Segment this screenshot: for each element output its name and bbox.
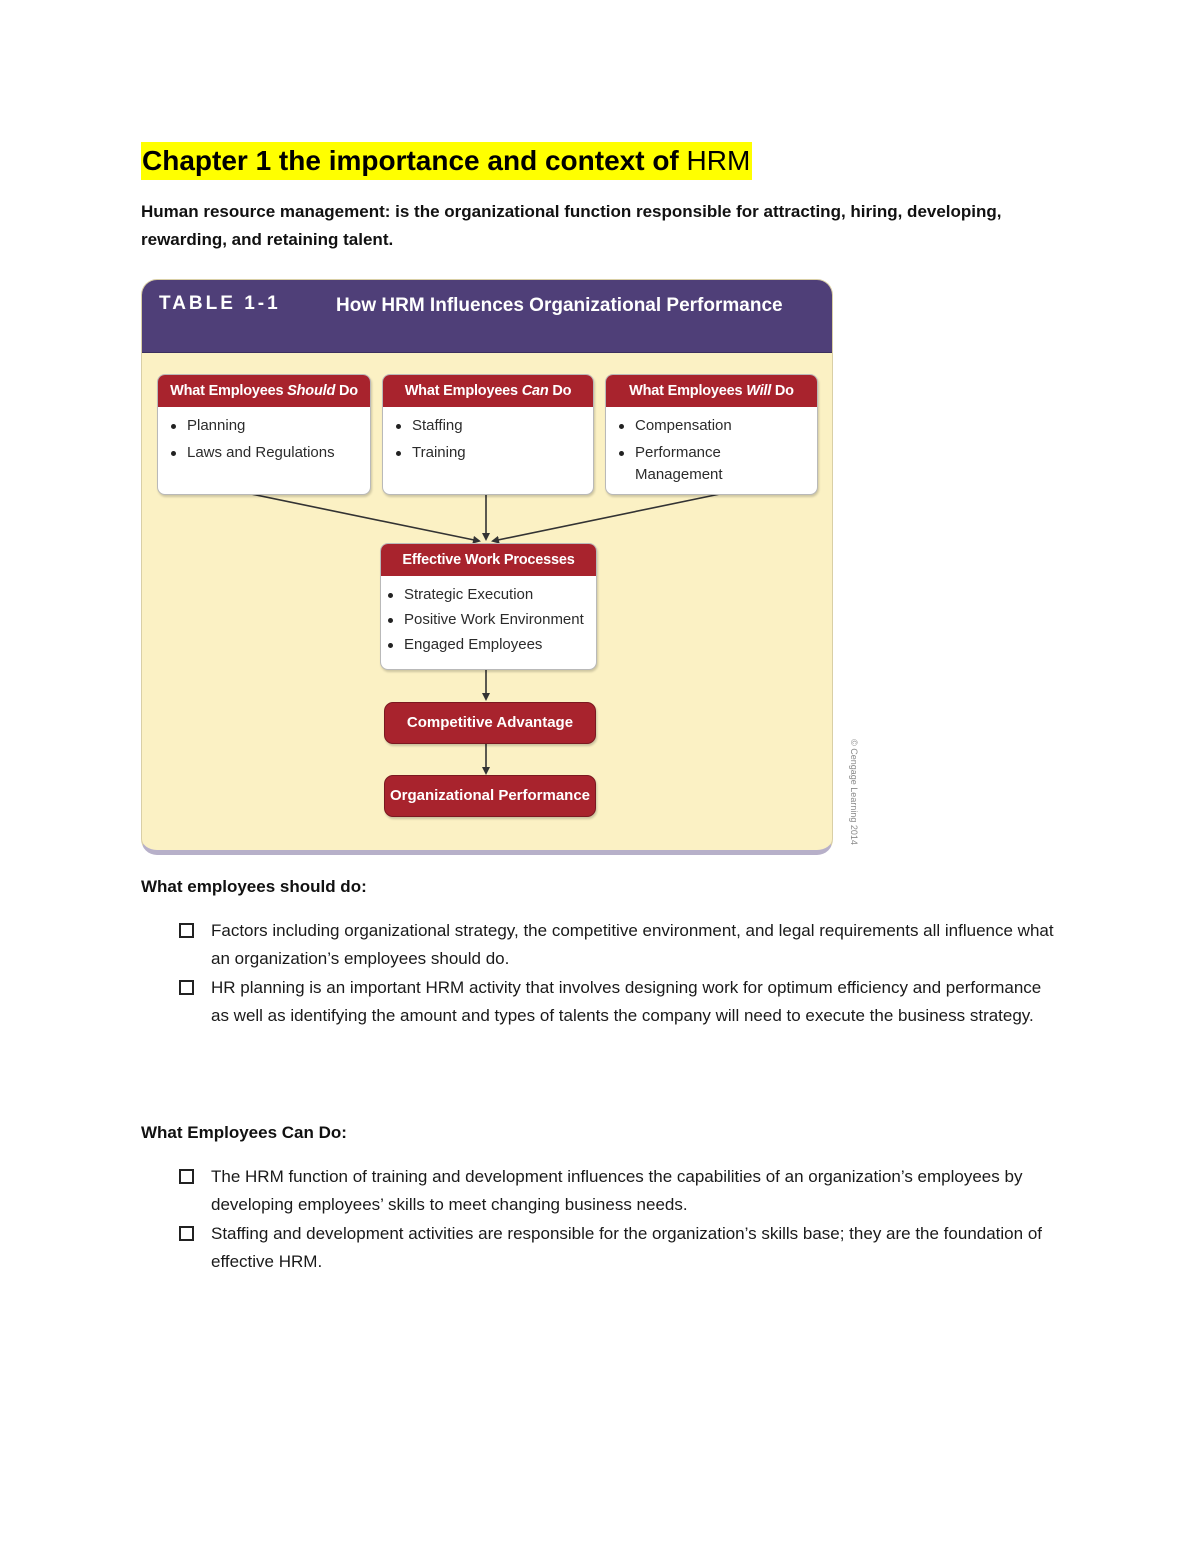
checkbox-bullet-icon: [179, 1169, 194, 1184]
organizational-performance-box: Organizational Performance: [384, 775, 596, 817]
box-should-do-head: What Employees Should Do: [158, 375, 370, 407]
copyright-note: [846, 735, 860, 855]
box-can-do: [382, 374, 594, 495]
hrm-definition: Human resource management: is the organizational function responsible for attracting, hiring, developing, rewarding, and retaining talent.: [141, 202, 1002, 249]
checkbox-bullet-icon: [179, 1226, 194, 1241]
list-item: The HRM function of training and development influences the capabilities of an organization’s employees by developing employees’ skills to meet changing business needs.: [176, 1163, 1056, 1220]
copyright-text: © Cengage Learning 2014: [849, 739, 859, 845]
checkbox-bullet-icon: [179, 923, 194, 938]
checkbox-bullet-icon: [179, 980, 194, 995]
list-item: Laws and Regulations: [168, 442, 366, 464]
list-item: Strategic Execution: [385, 584, 592, 605]
chapter-title-rest: HRM: [686, 145, 751, 176]
list-item: Engaged Employees: [385, 634, 592, 655]
list-item: Compensation: [616, 415, 813, 437]
figure-label: TABLE 1-1: [159, 293, 281, 314]
section-should-list: [176, 917, 1056, 1030]
arrow-will-to-process: [493, 494, 720, 541]
arrow-should-to-process: [251, 494, 479, 541]
list-item: Performance Management: [616, 442, 745, 486]
list-item: Training: [393, 442, 589, 464]
figure-title: How HRM Influences Organizational Performance: [336, 295, 783, 316]
competitive-advantage-box: Competitive Advantage: [384, 702, 596, 744]
box-work-processes-list: [381, 576, 596, 663]
list-item: Factors including organizational strategy, the competitive environment, and legal requirements all influence what an organization’s employees should do.: [176, 917, 1056, 974]
box-should-do-list: [158, 407, 370, 473]
box-will-do-list: [606, 407, 817, 495]
section-can-list: [176, 1163, 1056, 1276]
table-figure: [141, 279, 833, 853]
chapter-title: [141, 142, 752, 180]
box-will-do-head: What Employees Will Do: [606, 375, 817, 407]
list-item: Staffing: [393, 415, 589, 437]
section-heading-should: What employees should do:: [141, 877, 367, 896]
list-item: Positive Work Environment: [385, 609, 592, 630]
box-can-do-list: [383, 407, 593, 473]
box-will-do: [605, 374, 818, 495]
box-work-processes: [380, 543, 597, 670]
box-can-do-head: What Employees Can Do: [383, 375, 593, 407]
chapter-title-bold: Chapter 1 the importance and context of: [142, 145, 679, 176]
section-heading-can: What Employees Can Do:: [141, 1123, 347, 1142]
box-work-processes-head: Effective Work Processes: [381, 544, 596, 576]
box-should-do: [157, 374, 371, 495]
list-item: Staffing and development activities are responsible for the organization’s skills base; they are the foundation of effective HRM.: [176, 1220, 1056, 1277]
list-item: HR planning is an important HRM activity that involves designing work for optimum efficiency and performance as well as identifying the amount and types of talents the company will need to execute the business strategy.: [176, 974, 1056, 1031]
list-item: Planning: [168, 415, 366, 437]
